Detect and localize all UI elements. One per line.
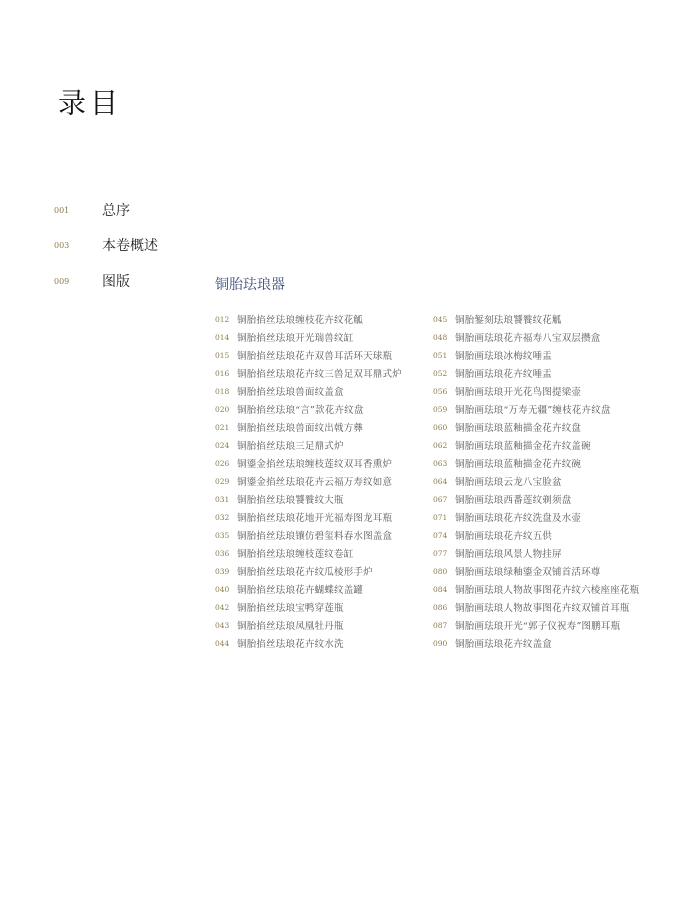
page-number: 015 — [215, 350, 230, 360]
entry-title: 铜胎掐丝珐琅花地开光福寿图龙耳瓶 — [237, 513, 393, 524]
entry-title: 铜胎掐丝珐琅花卉纹水洗 — [237, 639, 344, 650]
page-number: 087 — [433, 620, 448, 630]
toc-entry[interactable] — [433, 634, 663, 652]
toc-entry[interactable] — [433, 544, 663, 562]
toc-entry[interactable] — [215, 526, 445, 544]
page-number: 074 — [433, 530, 448, 540]
entry-title: 铜胎画珐琅蓝釉描金花卉纹盘 — [455, 423, 582, 434]
page-number: 003 — [54, 240, 70, 250]
section-title: 铜胎珐琅器 — [215, 277, 285, 293]
toc-entry[interactable] — [433, 508, 663, 526]
entry-title: 铜胎画珐琅花卉纹唾盂 — [455, 369, 553, 380]
page-number: 052 — [433, 368, 448, 378]
entry-title: 铜胎掐丝珐琅开光瑞兽纹缸 — [237, 333, 354, 344]
toc-left-column — [215, 310, 445, 652]
toc-entry[interactable] — [433, 310, 663, 328]
page-title-char-2: 录 — [54, 88, 87, 116]
page-number: 080 — [433, 566, 448, 576]
page-number: 090 — [433, 638, 448, 648]
toc-entry[interactable] — [215, 490, 445, 508]
toc-entry[interactable] — [433, 616, 663, 634]
page-number: 012 — [215, 314, 230, 324]
toc-entry[interactable] — [215, 472, 445, 490]
page-number: 071 — [433, 512, 448, 522]
page-number: 084 — [433, 584, 448, 594]
page-number: 035 — [215, 530, 230, 540]
toc-entry[interactable] — [215, 382, 445, 400]
entry-title: 铜胎画珐琅花卉纹五供 — [455, 531, 553, 542]
page-number: 063 — [433, 458, 448, 468]
page-number: 062 — [433, 440, 448, 450]
entry-title: 铜胎画珐琅云龙八宝脸盆 — [455, 477, 562, 488]
entry-title: 铜胎掐丝珐琅凤凰牡丹瓶 — [237, 621, 344, 632]
entry-title: 铜胎画珐琅花卉纹盖盒 — [455, 639, 553, 650]
toc-entry[interactable] — [215, 598, 445, 616]
page-number: 031 — [215, 494, 230, 504]
entry-label: 图版 — [102, 274, 130, 290]
entry-title: 铜胎掐丝珐琅兽面纹出戟方彝 — [237, 423, 364, 434]
toc-entry[interactable] — [433, 328, 663, 346]
page-number: 064 — [433, 476, 448, 486]
page-number: 040 — [215, 584, 230, 594]
toc-entry[interactable] — [215, 328, 445, 346]
toc-entry[interactable] — [433, 400, 663, 418]
page-number: 020 — [215, 404, 230, 414]
entry-title: 铜胎掐丝珐琅镶仿碧玺料春水图盖盒 — [237, 531, 393, 542]
page-number: 036 — [215, 548, 230, 558]
entry-title: 铜胎画珐琅风景人物挂屏 — [455, 549, 562, 560]
entry-title: 铜胎画珐琅西番莲纹剃须盘 — [455, 495, 572, 506]
toc-entry[interactable] — [433, 364, 663, 382]
page-number: 059 — [433, 404, 448, 414]
toc-entry[interactable] — [433, 454, 663, 472]
toc-entry[interactable] — [215, 346, 445, 364]
page-number: 077 — [433, 548, 448, 558]
page-number: 051 — [433, 350, 448, 360]
toc-right-column — [433, 310, 663, 652]
page-number: 060 — [433, 422, 448, 432]
toc-entry[interactable] — [215, 400, 445, 418]
page-number: 021 — [215, 422, 230, 432]
entry-title: 铜鎏金掐丝珐琅缠枝莲纹双耳香熏炉 — [237, 459, 393, 470]
entry-title: 铜胎錾刻珐琅饕餮纹花觚 — [455, 315, 562, 326]
entry-title: 铜胎画珐琅蓝釉描金花卉纹碗 — [455, 459, 582, 470]
page-number: 018 — [215, 386, 230, 396]
entry-title: 铜胎画珐琅蓝釉描金花卉纹盖碗 — [455, 441, 591, 452]
toc-entry[interactable] — [215, 454, 445, 472]
toc-entry[interactable] — [433, 418, 663, 436]
page-title-char-1: 目 — [86, 88, 119, 116]
entry-title: 铜胎画珐琅人物故事图花卉纹双铺首耳瓶 — [455, 603, 630, 614]
toc-entry[interactable] — [433, 562, 663, 580]
toc-entry[interactable] — [215, 580, 445, 598]
toc-entry[interactable] — [433, 598, 663, 616]
entry-title: 铜胎掐丝珐琅宝鸭穿莲瓶 — [237, 603, 344, 614]
entry-label: 总序 — [102, 203, 130, 219]
page-number: 026 — [215, 458, 230, 468]
page-number: 042 — [215, 602, 230, 612]
page-number: 043 — [215, 620, 230, 630]
toc-entry[interactable] — [215, 544, 445, 562]
toc-entry[interactable] — [215, 364, 445, 382]
page-number: 044 — [215, 638, 230, 648]
entry-title: 铜胎画珐琅花卉福寿八宝双层攒盒 — [455, 333, 601, 344]
entry-title: 铜胎掐丝珐琅缠枝花卉纹花觚 — [237, 315, 364, 326]
entry-title: 铜胎掐丝珐琅花卉纹瓜棱形手炉 — [237, 567, 373, 578]
page-title — [54, 88, 118, 116]
toc-entry[interactable] — [433, 382, 663, 400]
page-number: 032 — [215, 512, 230, 522]
page-number: 016 — [215, 368, 230, 378]
toc-entry[interactable] — [215, 508, 445, 526]
toc-entry[interactable] — [215, 418, 445, 436]
entry-title: 铜胎画珐琅人物故事图花卉纹六棱座座花瓶 — [455, 585, 640, 596]
entry-title: 铜胎掐丝珐琅花卉纹三兽足双耳鼎式炉 — [237, 369, 402, 380]
page-number: 014 — [215, 332, 230, 342]
entry-title: 铜胎画珐琅开光花鸟图提梁壶 — [455, 387, 582, 398]
entry-title: 铜胎掐丝珐琅缠枝莲纹卷缸 — [237, 549, 354, 560]
entry-title: 铜胎画珐琅绿釉鎏金双铺首活环尊 — [455, 567, 601, 578]
page-number: 045 — [433, 314, 448, 324]
toc-major-entry[interactable] — [54, 271, 130, 291]
toc-major-entry[interactable] — [54, 200, 130, 220]
toc-entry[interactable] — [215, 616, 445, 634]
entry-title: 铜胎掐丝珐琅三足鼎式炉 — [237, 441, 344, 452]
entry-title: 铜胎掐丝珐琅饕餮纹大瓶 — [237, 495, 344, 506]
entry-title: 铜胎画珐琅花卉纹洗盘及水壶 — [455, 513, 582, 524]
entry-title: 铜胎画珐琅冰梅纹唾盂 — [455, 351, 553, 362]
page-number: 009 — [54, 276, 70, 286]
entry-title: 铜胎画珐琅“万寿无疆”缠枝花卉纹盘 — [455, 405, 611, 416]
page-number: 001 — [54, 205, 70, 215]
toc-entry[interactable] — [215, 634, 445, 652]
toc-major-entry[interactable] — [54, 235, 158, 255]
page-number: 056 — [433, 386, 448, 396]
toc-entry[interactable] — [433, 346, 663, 364]
entry-title: 铜胎掐丝珐琅花卉蝴蝶纹盖罐 — [237, 585, 364, 596]
page-number: 039 — [215, 566, 230, 576]
page-number: 086 — [433, 602, 448, 612]
page-number: 048 — [433, 332, 448, 342]
entry-title: 铜胎掐丝珐琅兽面纹盖盒 — [237, 387, 344, 398]
entry-title: 铜胎掐丝珐琅“言”款花卉纹盘 — [237, 405, 364, 416]
toc-entry[interactable] — [433, 526, 663, 544]
toc-entry[interactable] — [215, 436, 445, 454]
page-number: 067 — [433, 494, 448, 504]
entry-title: 铜胎画珐琅开光“郭子仪祝寿”图鹏耳瓶 — [455, 621, 621, 632]
page-number: 024 — [215, 440, 230, 450]
toc-entry[interactable] — [433, 472, 663, 490]
toc-entry[interactable] — [215, 310, 445, 328]
toc-entry[interactable] — [433, 436, 663, 454]
page-number: 029 — [215, 476, 230, 486]
entry-title: 铜鎏金掐丝珐琅花卉云福万寿纹如意 — [237, 477, 393, 488]
entry-title: 铜胎掐丝珐琅花卉双兽耳活环天球瓶 — [237, 351, 393, 362]
toc-entry[interactable] — [433, 490, 663, 508]
entry-label: 本卷概述 — [102, 238, 158, 254]
toc-entry[interactable] — [433, 580, 663, 598]
toc-entry[interactable] — [215, 562, 445, 580]
